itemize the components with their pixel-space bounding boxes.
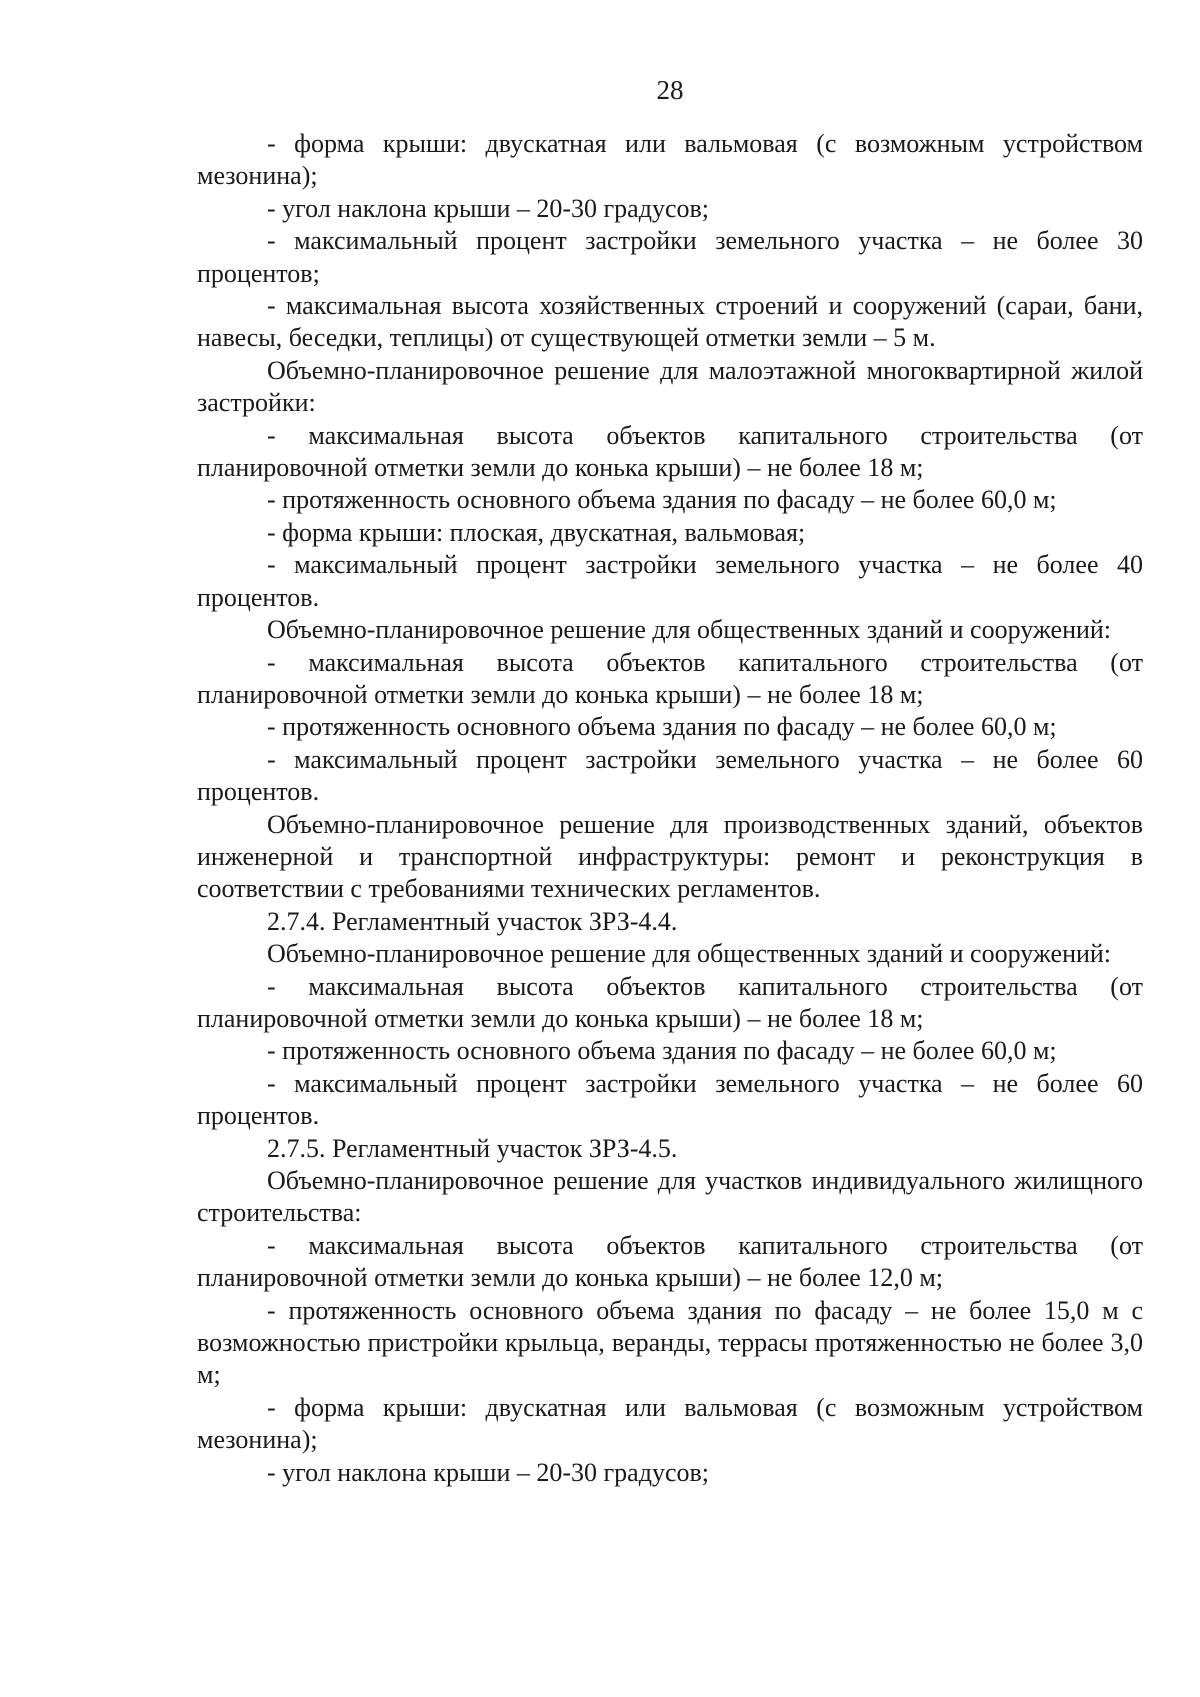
paragraph-heading-multiapartment: Объемно-планировочное решение для малоэтажной многоквартирной жилой застройки: [197,355,1143,418]
paragraph-max-build-percent: - максимальный процент застройки земельного участка – не более 30 процентов; [197,226,1143,288]
paragraph-max-height: - максимальная высота объектов капитального строительства (от планировочной отметки земли до конька крыши) – не более 18 м; [197,971,1143,1033]
paragraph-facade-length: - протяженность основного объема здания по фасаду – не более 15,0 м с возможностью пристройки крыльца, веранды, террасы протяженностью не более 3,0 м; [197,1295,1143,1390]
paragraph-max-height: - максимальная высота объектов капитального строительства (от планировочной отметки земли до конька крыши) – не более 18 м; [197,420,1143,483]
paragraph-facade-length: - протяженность основного объема здания по фасаду – не более 60,0 м; [267,485,1057,515]
section-heading-zrz-4-5: 2.7.5. Регламентный участок ЗРЗ-4.5. [267,1133,678,1163]
paragraph-heading-public-buildings: Объемно-планировочное решение для общественных зданий и сооружений: [267,939,1112,969]
paragraph-heading-individual-housing: Объемно-планировочное решение для участков индивидуального жилищного строительства: [197,1166,1143,1228]
document-body [197,128,1143,1489]
paragraph-roof-angle: - угол наклона крыши – 20-30 градусов; [267,193,709,223]
paragraph-facade-length: - протяженность основного объема здания по фасаду – не более 60,0 м; [267,1036,1057,1066]
paragraph-max-build-percent: - максимальный процент застройки земельного участка – не более 40 процентов. [197,550,1143,612]
paragraph-max-build-percent: - максимальный процент застройки земельного участка – не более 60 процентов. [197,1068,1143,1131]
paragraph-heading-public-buildings: Объемно-планировочное решение для общественных зданий и сооружений: [267,615,1112,645]
paragraph-heading-industrial: Объемно-планировочное решение для производственных зданий, объектов инженерной и транспортной инфраструктуры: ремонт и реконструкция в соответствии с требованиями технических регламентов. [197,809,1143,904]
paragraph-roof-angle: - угол наклона крыши – 20-30 градусов; [267,1457,709,1487]
paragraph-roof-shape: - форма крыши: плоская, двускатная, вальмовая; [267,517,806,547]
paragraph-max-build-percent: - максимальный процент застройки земельного участка – не более 60 процентов. [197,744,1143,807]
paragraph-roof-shape: - форма крыши: двускатная или вальмовая (с возможным устройством мезонина); [197,1392,1143,1455]
paragraph-roof-shape: - форма крыши: двускатная или вальмовая (с возможным устройством мезонина); [197,129,1143,191]
paragraph-outbuilding-height: - максимальная высота хозяйственных строений и сооружений (сараи, бани, навесы, беседки, теплицы) от существующей отметки земли – 5 м. [197,291,1143,353]
section-heading-zrz-4-4: 2.7.4. Регламентный участок ЗРЗ-4.4. [267,906,678,936]
paragraph-max-height: - максимальная высота объектов капитального строительства (от планировочной отметки земли до конька крыши) – не более 18 м; [197,647,1143,709]
page-number: 28 [656,75,684,105]
paragraph-facade-length: - протяженность основного объема здания по фасаду – не более 60,0 м; [267,712,1057,742]
paragraph-max-height: - максимальная высота объектов капитального строительства (от планировочной отметки земли до конька крыши) – не более 12,0 м; [197,1230,1143,1293]
